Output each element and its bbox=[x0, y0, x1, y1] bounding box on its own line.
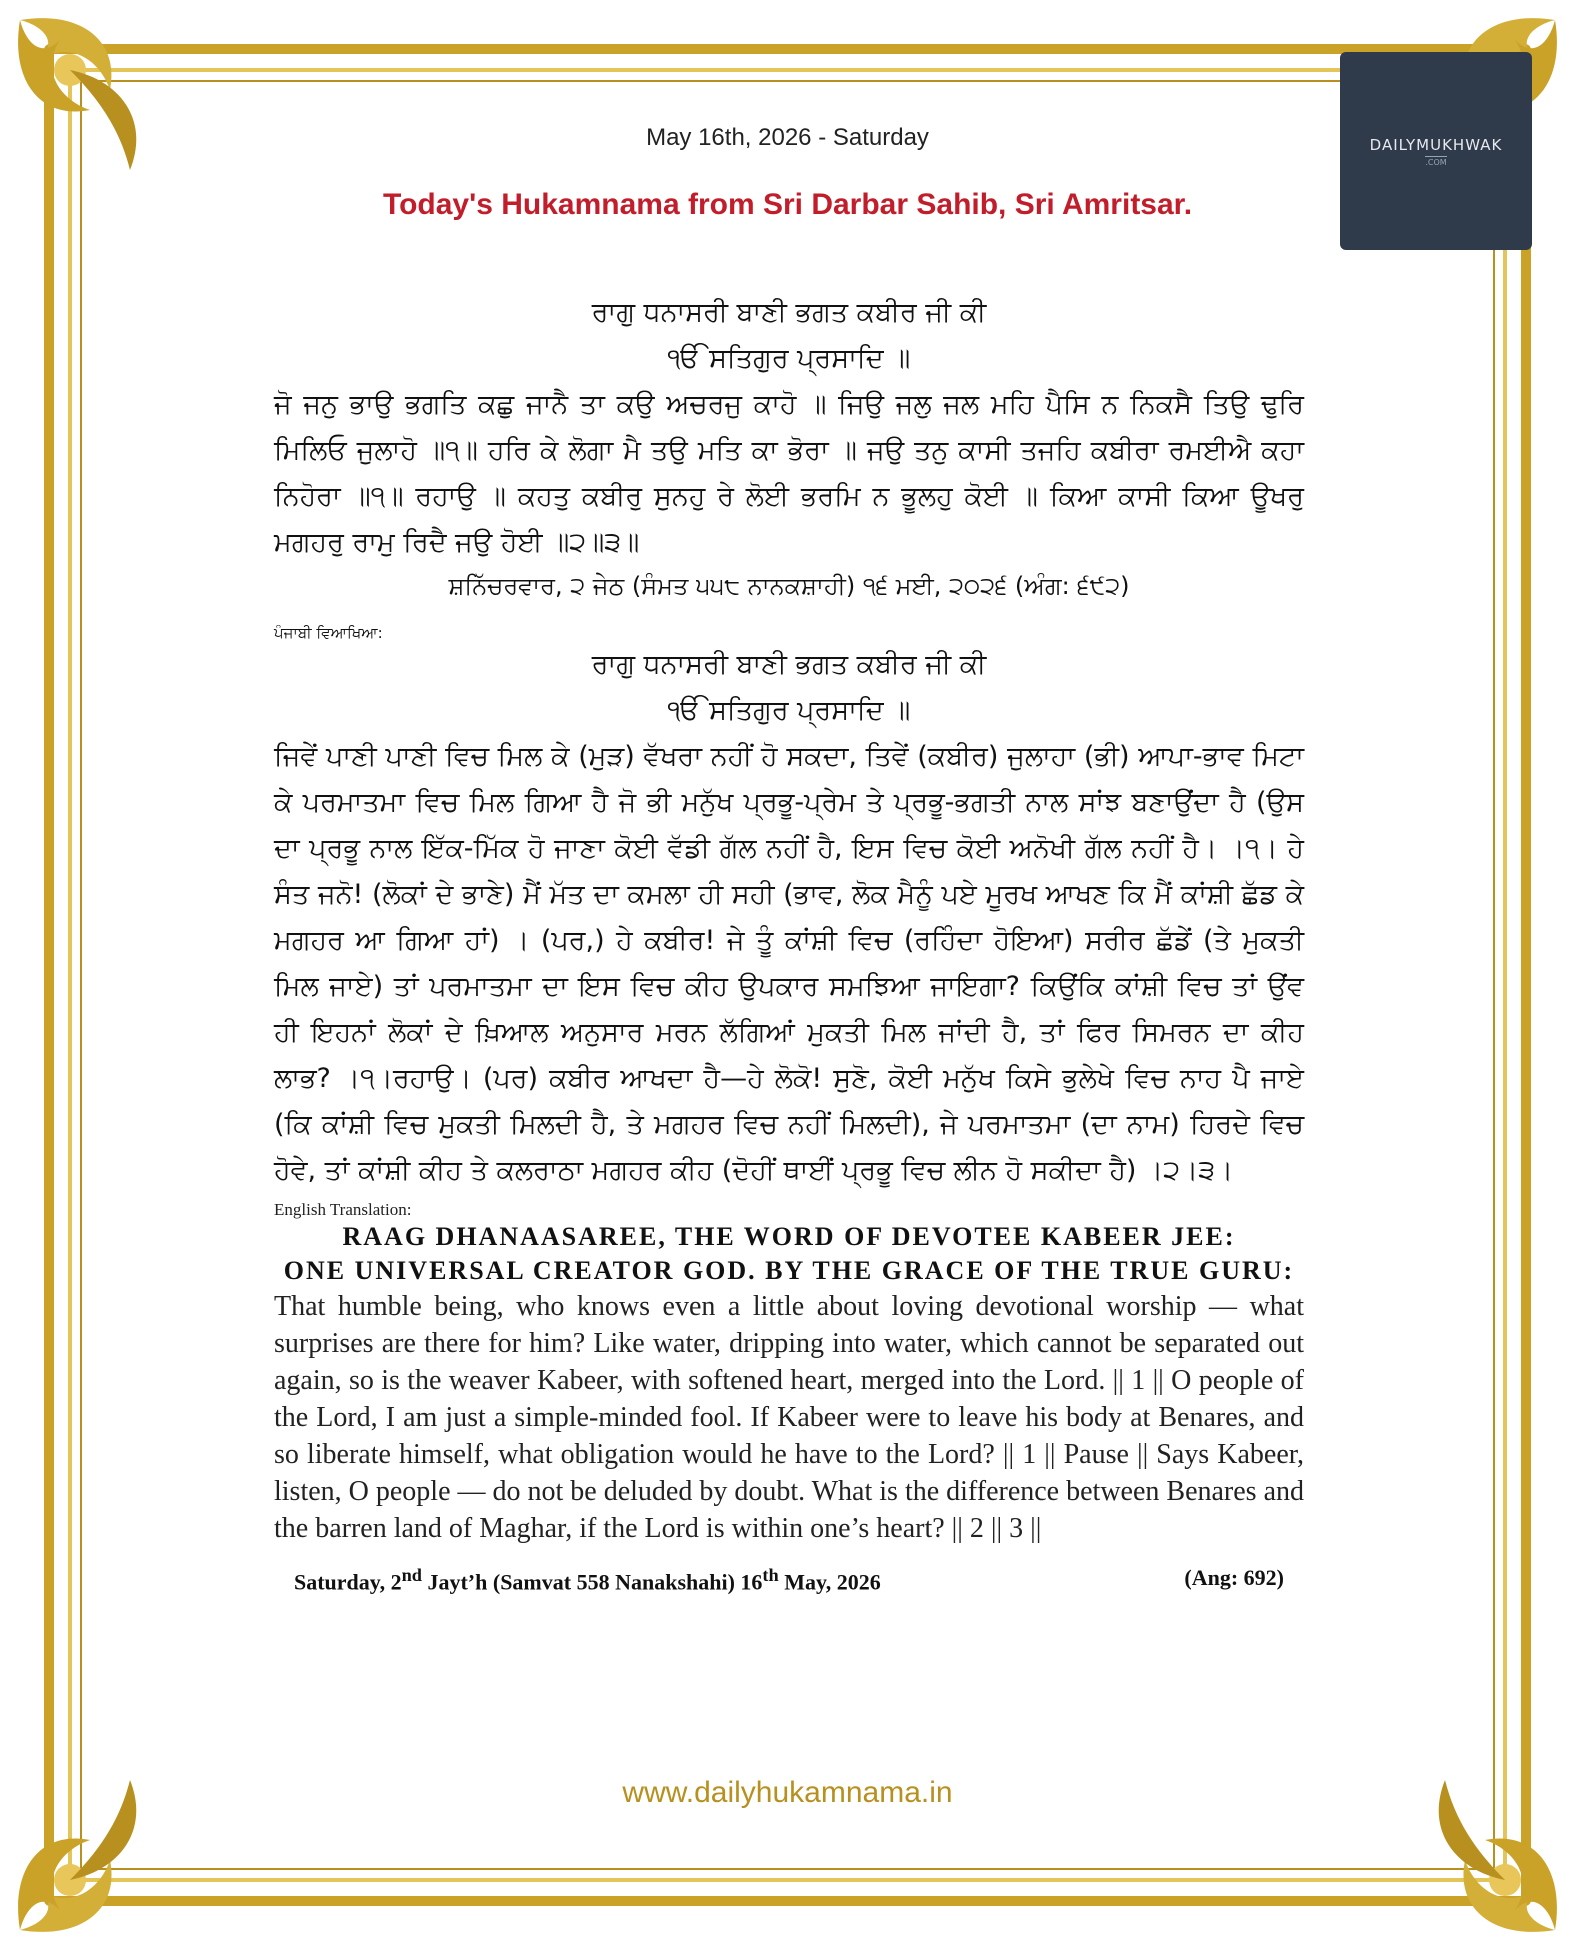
vyakhya-mool: ੴ ਸਤਿਗੁਰ ਪ੍ਰਸਾਦਿ ॥ bbox=[667, 695, 911, 726]
corner-ribbon-icon bbox=[0, 0, 200, 200]
date-part: Saturday, 2 bbox=[294, 1569, 402, 1595]
hukamnama-content bbox=[274, 290, 1304, 1595]
ang-number: (Ang: 692) bbox=[1184, 1565, 1284, 1590]
date-part: Jayt’h (Samvat 558 Nanakshahi) 16 bbox=[421, 1569, 763, 1595]
date-part: May, 2026 bbox=[778, 1569, 881, 1595]
footer-url-link[interactable]: www.dailyhukamnama.in bbox=[622, 1776, 953, 1809]
logo-subtext: .COM bbox=[1425, 157, 1447, 167]
vyakhya-heading: ਰਾਗੁ ਧਨਾਸਰੀ ਬਾਣੀ ਭਗਤ ਕਬੀਰ ਜੀ ਕੀ bbox=[591, 649, 987, 680]
english-date-meta bbox=[274, 1565, 1304, 1595]
vyakhya-text: ਜਿਵੇਂ ਪਾਣੀ ਪਾਣੀ ਵਿਚ ਮਿਲ ਕੇ (ਮੁੜ) ਵੱਖਰਾ ਨਹੀਂ ਹੋ ਸਕਦਾ, ਤਿਵੇਂ (ਕਬੀਰ) ਜੁਲਾਹਾ (ਭੀ) ਆਪਾ-ਭਾਵ ਮਿਟਾ ਕੇ ਪਰਮਾਤਮਾ ਵਿਚ ਮਿਲ ਗਿਆ ਹੈ ਜੋ ਭੀ ਮਨੁੱਖ ਪ੍ਰਭੂ-ਪ੍ਰੇਮ ਤੇ ਪ੍ਰਭੂ-ਭਗਤੀ ਨਾਲ ਸਾਂਝ ਬਣਾਉਂਦਾ ਹੈ (ਉਸ ਦਾ ਪ੍ਰਭੂ ਨਾਲ ਇੱਕ-ਮਿੱਕ ਹੋ ਜਾਣਾ ਕੋਈ ਵੱਡੀ ਗੱਲ ਨਹੀਂ ਹੈ, ਇਸ ਵਿਚ ਕੋਈ ਅਨੋਖੀ ਗੱਲ ਨਹੀਂ ਹੈ। ।੧। ਹੇ ਸੰਤ ਜਨੋ! (ਲੋਕਾਂ ਦੇ ਭਾਣੇ) ਮੈਂ ਮੱਤ ਦਾ ਕਮਲਾ ਹੀ ਸਹੀ (ਭਾਵ, ਲੋਕ ਮੈਨੂੰ ਪਏ ਮੂਰਖ ਆਖਣ ਕਿ ਮੈਂ ਕਾਂਸ਼ੀ ਛੱਡ ਕੇ ਮਗਹਰ ਆ ਗਿਆ ਹਾਂ) । (ਪਰ,) ਹੇ ਕਬੀਰ! ਜੇ ਤੂੰ ਕਾਂਸ਼ੀ ਵਿਚ (ਰਹਿੰਦਾ ਹੋਇਆ) ਸਰੀਰ ਛੱਡੇਂ (ਤੇ ਮੁਕਤੀ ਮਿਲ ਜਾਏ) ਤਾਂ ਪਰਮਾਤਮਾ ਦਾ ਇਸ ਵਿਚ ਕੀਹ ਉਪਕਾਰ ਸਮਝਿਆ ਜਾਇਗਾ? ਕਿਉਂਕਿ ਕਾਂਸ਼ੀ ਵਿਚ ਤਾਂ ਉਂਵ ਹੀ ਇਹਨਾਂ ਲੋਕਾਂ ਦੇ ਖ਼ਿਆਲ ਅਨੁਸਾਰ ਮਰਨ ਲੱਗਿਆਂ ਮੁਕਤੀ ਮਿਲ ਜਾਂਦੀ ਹੈ, ਤਾਂ ਫਿਰ ਸਿਮਰਨ ਦਾ ਕੀਹ ਲਾਭ? ।੧।ਰਹਾਉ। (ਪਰ) ਕਬੀਰ ਆਖਦਾ ਹੈ—ਹੇ ਲੋਕੋ! ਸੁਣੋ, ਕੋਈ ਮਨੁੱਖ ਕਿਸੇ ਭੁਲੇਖੇ ਵਿਚ ਨਾਹ ਪੈ ਜਾਏ (ਕਿ ਕਾਂਸ਼ੀ ਵਿਚ ਮੁਕਤੀ ਮਿਲਦੀ ਹੈ, ਤੇ ਮਗਹਰ ਵਿਚ ਨਹੀਂ ਮਿਲਦੀ), ਜੇ ਪਰਮਾਤਮਾ (ਦਾ ਨਾਮ) ਹਿਰਦੇ ਵਿਚ ਹੋਵੇ, ਤਾਂ ਕਾਂਸ਼ੀ ਕੀਹ ਤੇ ਕਲਰਾਠਾ ਮਗਹਰ ਕੀਹ (ਦੋਹੀਂ ਥਾਈਂ ਪ੍ਰਭੂ ਵਿਚ ਲੀਨ ਹੋ ਸਕੀਦਾ ਹੈ) ।੨।੩। bbox=[274, 741, 1304, 1186]
punjabi-vyakhya-label: ਪੰਜਾਬੀ ਵਿਆਖਿਆ: bbox=[274, 624, 383, 642]
english-date-text bbox=[294, 1565, 881, 1595]
date-line: May 16th, 2026 - Saturday bbox=[646, 124, 929, 151]
english-translation-label: English Translation: bbox=[274, 1200, 412, 1219]
english-heading-2: ONE UNIVERSAL CREATOR GOD. BY THE GRACE OF THE TRUE GURU: bbox=[283, 1256, 1295, 1285]
english-heading-1: RAAG DHANAASAREE, THE WORD OF DEVOTEE KABEER JEE: bbox=[342, 1222, 1236, 1251]
shabad-date-meta: ਸ਼ਨਿੱਚਰਵਾਰ, ੨ ਜੇਠ (ਸੰਮਤ ੫੫੮ ਨਾਨਕਸ਼ਾਹੀ) ੧੬ ਮਈ, ੨੦੨੬ (ਅੰਗ: ੬੯੨) bbox=[448, 572, 1130, 600]
logo-text: DAILYMUKHWAK bbox=[1369, 135, 1503, 154]
shabad-heading: ਰਾਗੁ ਧਨਾਸਰੀ ਬਾਣੀ ਭਗਤ ਕਬੀਰ ਜੀ ਕੀ bbox=[591, 297, 987, 328]
shabad-mool: ੴ ਸਤਿਗੁਰ ਪ੍ਰਸਾਦਿ ॥ bbox=[667, 343, 911, 374]
date-sup: th bbox=[762, 1565, 779, 1585]
shabad-text: ਜੋ ਜਨੁ ਭਾਉ ਭਗਤਿ ਕਛੁ ਜਾਨੈ ਤਾ ਕਉ ਅਚਰਜੁ ਕਾਹੋ ॥ ਜਿਉ ਜਲੁ ਜਲ ਮਹਿ ਪੈਸਿ ਨ ਨਿਕਸੈ ਤਿਉ ਢੁਰਿ ਮਿਲਿਓ ਜੁਲਾਹੋ ॥੧॥ ਹਰਿ ਕੇ ਲੋਗਾ ਮੈ ਤਉ ਮਤਿ ਕਾ ਭੋਰਾ ॥ ਜਉ ਤਨੁ ਕਾਸੀ ਤਜਹਿ ਕਬੀਰਾ ਰਮਈਐ ਕਹਾ ਨਿਹੋਰਾ ॥੧॥ ਰਹਾਉ ॥ ਕਹਤੁ ਕਬੀਰੁ ਸੁਨਹੁ ਰੇ ਲੋਈ ਭਰਮਿ ਨ ਭੂਲਹੁ ਕੋਈ ॥ ਕਿਆ ਕਾਸੀ ਕਿਆ ਊਖਰੁ ਮਗਹਰੁ ਰਾਮੁ ਰਿਦੈ ਜਉ ਹੋਈ ॥੨॥੩॥ bbox=[274, 389, 1304, 558]
english-translation-text: That humble being, who knows even a little about loving devotional worship — what surprises are there for him? Like water, dripping into water, which cannot be separated out again, so is the weaver Kabeer, with softened heart, merged into the Lord. || 1 || O people of the Lord, I am just a simple-minded fool. If Kabeer were to leave his body at Benares, and so liberate himself, what obligation would he have to the Lord? || 1 || Pause || Says Kabeer, listen, O people — do not be deluded by doubt. What is the difference between Benares and the barren land of Maghar, if the Lord is within one’s heart? || 2 || 3 || bbox=[274, 1291, 1304, 1544]
page-title: Today's Hukamnama from Sri Darbar Sahib, Sri Amritsar. bbox=[382, 188, 1193, 221]
date-sup: nd bbox=[401, 1565, 422, 1585]
